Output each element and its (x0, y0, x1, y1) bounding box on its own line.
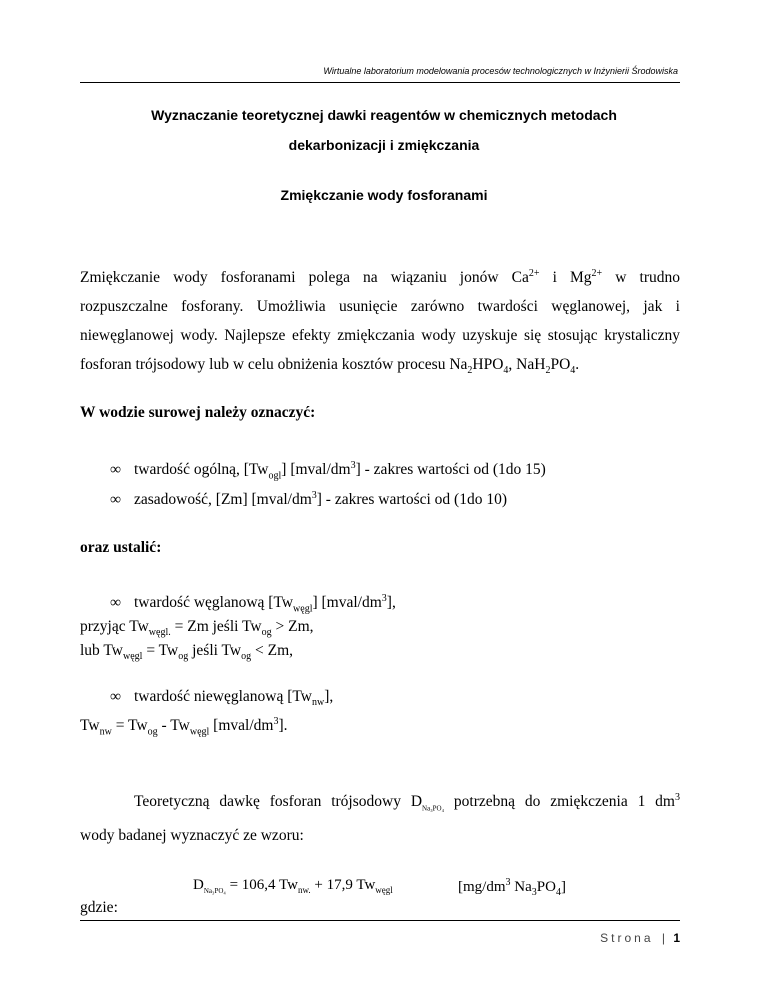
dose-unit: [$mg/dm^3$ $Na_3PO_4$] (458, 877, 566, 898)
intro-line-3: niewęglanowej wody. Najlepsze efekty zmiękczania wody uzyskuje się stosując krystaliczny (80, 327, 680, 345)
intro-line-4: fosforan trójsodowy lub w celu obniżenia kosztów procesu $Na_2HPO_4$, $NaH_2PO_4$. (80, 356, 580, 377)
document-title-line1: Wyznaczanie teoretycznej dawki reagentów w chemicznych metodach (151, 107, 617, 123)
footer-rule (80, 920, 680, 921)
rule-line-3: $Tw_{nw} = Tw_{og} - Tw_{węgl}$ $[mval/dm^3]$. (80, 716, 288, 738)
header-rule (80, 82, 680, 83)
bullet-infinity-icon: ∞ (110, 491, 122, 509)
page-label: Strona (600, 931, 654, 945)
list-item-carbonate-hardness: ∞ twardość węglanową $[Tw_{węgl}]$ $[mval/dm^3]$, (110, 593, 396, 615)
bullet-infinity-icon: ∞ (110, 688, 122, 705)
page-number: 1 (673, 931, 680, 945)
page-footer (600, 931, 680, 945)
document-title-line2: dekarbonizacji i zmiękczania (288, 137, 480, 153)
rule-line-1: przyjąc $Tw_{węgl.} = Zm$ jeśli $Tw_{og} > Zm$, (80, 618, 314, 639)
bullet-infinity-icon: ∞ (110, 461, 122, 479)
intro-line-2: rozpuszczalne fosforany. Umożliwia usunięcie zarówno twardości węglanowej, jak i (80, 298, 680, 316)
dose-line-1: Teoretyczną dawkę fosforan trójsodowy $D_{Na_3PO_4}$ potrzebną do zmiękczenia 1 $dm^3$ (134, 792, 680, 813)
running-header: Wirtualne laboratorium modelowania procesów technologicznych w Inżynierii Środowiska (323, 66, 678, 76)
section-heading-measure: W wodzie surowej należy oznaczyć: (80, 404, 316, 421)
rule-line-2: lub $Tw_{węgl} = Tw_{og}$ jeśli $Tw_{og} < Zm$, (80, 642, 294, 663)
list-item-noncarbonate-hardness: ∞ twardość niewęglanową $[Tw_{nw}]$, (110, 688, 334, 709)
list-item-total-hardness: ∞ twardość ogólną, $[Tw_{ogl}]$ $[mval/dm^3]$ - zakres wartości od (1do 15) (110, 460, 546, 482)
section-subtitle: Zmiękczanie wody fosforanami (280, 187, 488, 203)
dose-line-2: wody badanej wyznaczyć ze wzoru: (80, 827, 304, 844)
intro-line-1: Zmiękczanie wody fosforanami polega na wiązaniu jonów $Ca^{2+}$ i $Mg^{2+}$ w trudno (80, 268, 680, 287)
bullet-infinity-icon: ∞ (110, 594, 122, 612)
dose-formula: $D_{Na_3PO_4} = 106,4$ $Tw_{nw.} + 17,9$ $Tw_{węgl}$ (193, 877, 393, 895)
page-separator: | (661, 931, 665, 945)
section-heading-establish: oraz ustalić: (80, 539, 162, 556)
where-label: gdzie: (80, 899, 118, 916)
intro-paragraph (80, 259, 680, 385)
list-item-alkalinity: ∞ zasadowość, [Zm] $[mval/dm^3]$ - zakres wartości od (1do 10) (110, 490, 508, 509)
